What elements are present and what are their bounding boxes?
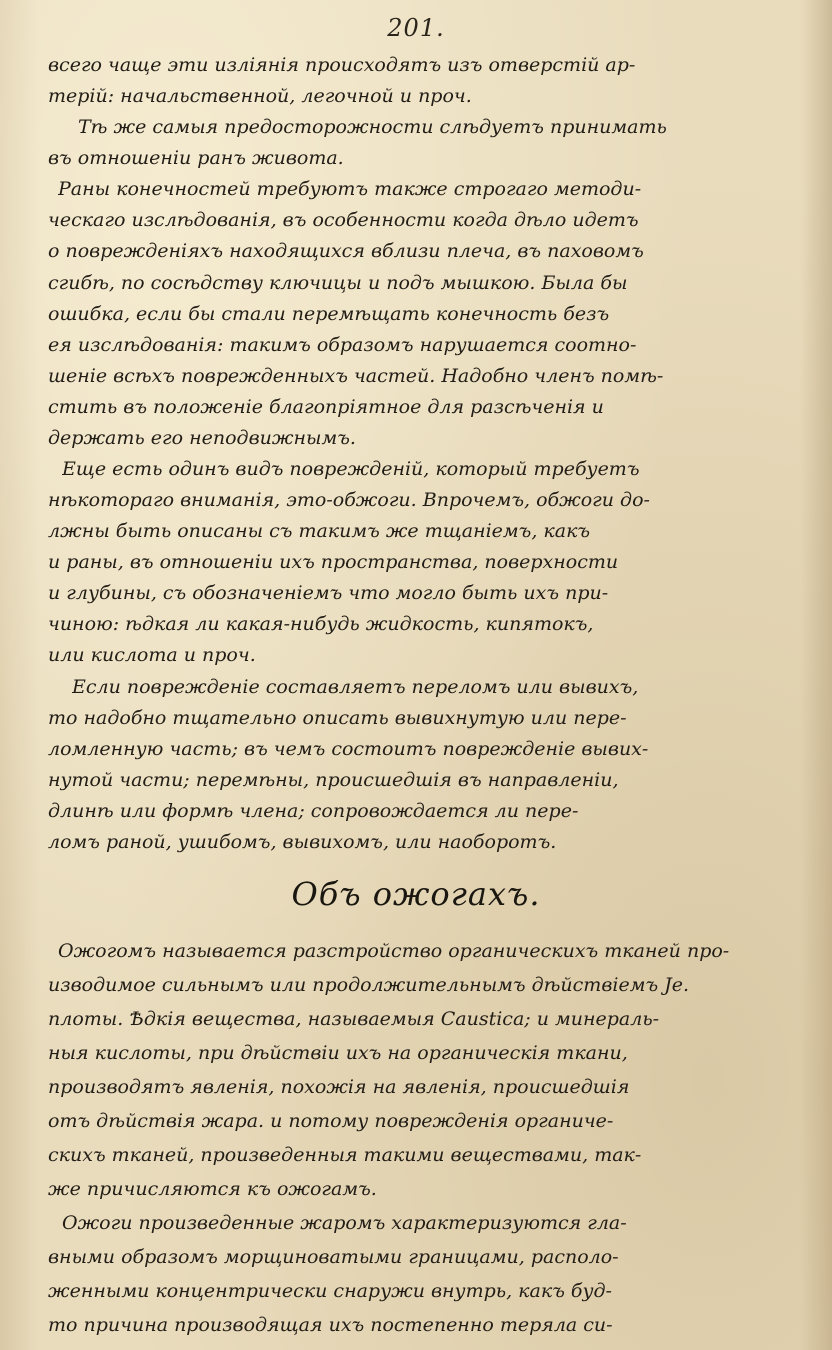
text-line: изводимое сильнымъ или продолжительнымъ дѣйствіемъ Je. [48, 974, 690, 996]
text-line: Раны конечностей требуютъ также строгаго методи- [58, 178, 642, 201]
text-line: производятъ явленія, похожія на явленія, происшедшія [48, 1076, 630, 1098]
text-line: то причина производящая ихъ постепенно теряла си- [48, 1314, 613, 1336]
text-line: нѣкотораго вниманія, это-обжоги. Впрочемъ, обжоги до- [48, 489, 650, 512]
text-line: о поврежденіяхъ находящихся вблизи плеча, въ паховомъ [48, 240, 644, 263]
text-line: лжны быть описаны съ такимъ же тщаніемъ, какъ [48, 520, 591, 543]
text-line: чиною: ѣдкая ли какая-нибудь жидкость, кипятокъ, [48, 613, 594, 636]
text-line: ея изслѣдованія: такимъ образомъ нарушается соотно- [48, 333, 637, 356]
text-line: сгибѣ, по сосѣдству ключицы и подъ мышкою. Была бы [48, 271, 628, 294]
text-line: всего чаще эти изліянія происходятъ изъ отверстій ар- [48, 54, 636, 76]
text-line: и раны, въ отношеніи ихъ пространства, поверхности [48, 551, 619, 574]
text-line: держать его неподвижнымъ. [48, 426, 356, 449]
text-line: ческаго изслѣдованія, въ особенности когда дѣло идетъ [48, 209, 639, 232]
text-line: Если поврежденіе составляетъ переломъ или вывихъ, [72, 675, 639, 698]
text-line: Еще есть одинъ видъ поврежденій, который требуетъ [62, 458, 640, 480]
text-line: шеніе всѣхъ поврежденныхъ частей. Надобно членъ помѣ- [48, 364, 664, 387]
text-line: ломленную часть; въ чемъ состоитъ поврежденіе вывих- [48, 737, 649, 760]
text-line: и глубины, съ обозначеніемъ что могло быть ихъ при- [48, 582, 609, 605]
text-line: стить въ положеніе благопріятное для разсѣченія и [48, 395, 604, 418]
text-line: длинѣ или формѣ члена; сопровождается ли пере- [48, 799, 579, 822]
text-line: Тѣ же самыя предосторожности слѣдуетъ принимать [78, 116, 667, 139]
section-heading: Объ ожогахъ. [291, 875, 541, 913]
text-line: въ отношеніи ранъ живота. [48, 147, 344, 170]
text-line: скихъ тканей, произведенныя такими веществами, так- [48, 1144, 642, 1166]
text-line: ошибка, если бы стали перемѣщать конечность безъ [48, 302, 610, 325]
text-line: Ожогомъ называется разстройство органическихъ тканей про- [58, 940, 730, 962]
text-line: ныя кислоты, при дѣйствіи ихъ на органическія ткани, [48, 1042, 628, 1064]
text-line: Ожоги произведенные жаромъ характеризуются гла- [62, 1212, 627, 1234]
text-line: же причисляются къ ожогамъ. [48, 1178, 377, 1200]
page-number: 201. [387, 14, 445, 42]
text-line: ломъ раной, ушибомъ, вывихомъ, или наоборотъ. [48, 830, 557, 853]
text-line: или кислота и проч. [48, 644, 256, 667]
text-line: терій: начальственной, легочной и проч. [48, 85, 472, 108]
text-line: женными концентрически снаружи внутрь, какъ буд- [48, 1280, 612, 1302]
text-line: нутой части; перемѣны, происшедшія въ направленіи, [48, 768, 619, 791]
text-line: отъ дѣйствія жара. и потому поврежденія органиче- [48, 1110, 614, 1132]
text-line: вными образомъ морщиноватыми границами, располо- [48, 1246, 619, 1268]
text-line: то надобно тщательно описать вывихнутую или пере- [48, 706, 627, 729]
text-line: плоты. Ѣдкія вещества, называемыя Caustica; и минераль- [48, 1008, 660, 1030]
